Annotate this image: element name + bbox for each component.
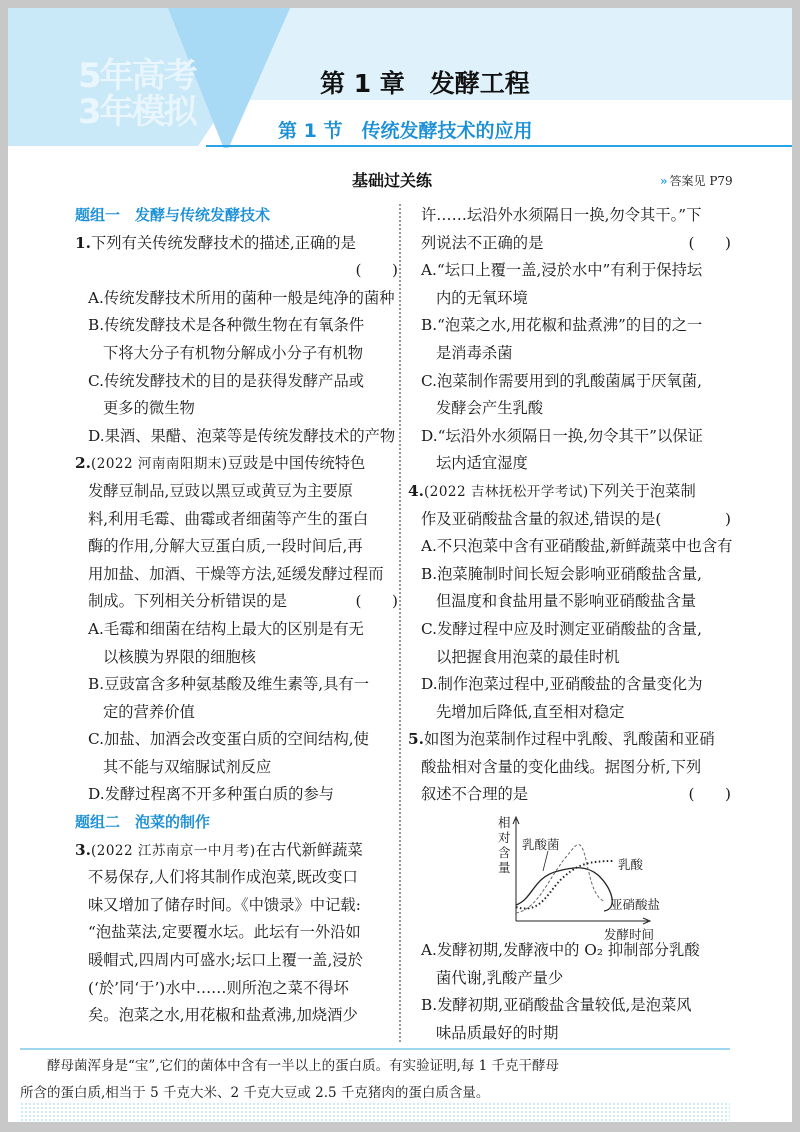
answer-option: [408, 671, 733, 699]
answer-option: [408, 588, 733, 616]
label-nitrite: 亚硝酸盐: [610, 897, 661, 913]
label-bacteria: 乳酸菌: [522, 837, 560, 853]
answer-reference-text: 答案见 P79: [669, 174, 733, 188]
section-underline: [206, 145, 792, 147]
line-text: D.制作泡菜过程中,亚硝酸盐的含量变化为: [421, 675, 703, 694]
chapter-title: 第 1 章 发酵工程: [320, 69, 530, 98]
line-text: B.泡菜腌制时间长短会影响亚硝酸盐含量,: [421, 564, 703, 583]
line-text: 酸盐相对含量的变化曲线。据图分析,下列: [421, 757, 702, 776]
text-line: [75, 1002, 400, 1030]
line-text: 在古代新鲜蔬菜: [255, 840, 363, 859]
line-text: (‘於’同‘于’)水中……则所泡之菜不得坏: [88, 978, 349, 997]
practice-title: 基础过关练: [352, 168, 432, 191]
question-source: (2022 吉林抚松开学考试): [423, 483, 589, 500]
question-number: 2.: [75, 454, 91, 473]
text-line: [408, 754, 733, 782]
line-text: 味品质最好的时期: [436, 1023, 559, 1042]
answer-option: [75, 644, 400, 672]
answer-option: [75, 423, 400, 451]
text-line: [75, 533, 400, 561]
line-text: A.“坛口上覆一盖,浸於水中”有利于保持坛: [421, 261, 703, 280]
answer-option: [408, 285, 733, 313]
answer-option: [75, 781, 400, 809]
group-heading: [75, 202, 400, 230]
text-line: [75, 892, 400, 920]
text-line: [408, 202, 733, 230]
answer-option: [408, 561, 733, 589]
answer-blank: ( ): [688, 785, 731, 804]
question-stem: [408, 726, 733, 754]
line-text: 暖帽式,四周内可盛水;坛口上覆一盖,浸於: [88, 951, 363, 970]
answer-option: [408, 395, 733, 423]
logo-line1: 5年高考: [78, 56, 196, 96]
answer-option: [408, 450, 733, 478]
bacteria-curve: [516, 868, 612, 911]
line-text: 豆豉是中国传统特色: [227, 454, 366, 473]
answer-blank: ( ): [688, 233, 731, 252]
answer-option: [408, 992, 733, 1020]
line-text: D.果酒、果醋、泡菜等是传统发酵技术的产物: [88, 426, 396, 445]
chevron-right-icon: »: [660, 174, 668, 188]
answer-option: [408, 937, 733, 965]
line-text: 是消毒杀菌: [436, 343, 513, 362]
answer-option: [408, 257, 733, 285]
line-text: 以把握食用泡菜的最佳时机: [436, 647, 620, 666]
line-text: A.毛霉和细菌在结构上最大的区别是有无: [88, 619, 364, 638]
line-text: 下将大分子有机物分解成小分子有机物: [103, 343, 364, 362]
question-number: 3.: [75, 840, 91, 859]
answer-option: [75, 395, 400, 423]
answer-option: [75, 726, 400, 754]
line-text: 菌代谢,乳酸产量少: [436, 968, 564, 987]
text-line: [75, 588, 400, 616]
line-text: C.发酵过程中应及时测定亚硝酸盐的含量,: [421, 619, 702, 638]
line-text: B.豆豉富含多种氨基酸及维生素等,具有一: [88, 675, 370, 694]
footer-line1: 酵母菌浑身是“宝”,它们的菌体中含有一半以上的蛋白质。有实验证明,每 1 千克干酵母: [20, 1058, 560, 1074]
question-number: 1.: [75, 233, 91, 252]
line-text: 作及亚硝酸盐含量的叙述,错误的是(: [421, 509, 662, 528]
line-text: 坛内适宜湿度: [436, 454, 528, 473]
question-stem: [75, 230, 400, 258]
line-text: 用加盐、加酒、干燥等方法,延缓发酵过程而: [88, 564, 384, 583]
line-text: 叙述不合理的是: [421, 785, 529, 804]
y-axis-label: [498, 815, 511, 875]
line-text: D.发酵过程离不开多种蛋白质的参与: [88, 785, 335, 804]
line-text: 更多的微生物: [103, 399, 195, 418]
text-line: [75, 561, 400, 589]
line-text: “泡盐菜法,定要覆水坛。此坛有一外沿如: [88, 923, 361, 942]
line-text: 酶的作用,分解大豆蛋白质,一段时间后,再: [88, 537, 363, 556]
line-text: 先增加后降低,直至相对稳定: [436, 702, 625, 721]
answer-option: [75, 368, 400, 396]
right-column: [408, 202, 733, 1047]
question-number: 5.: [408, 730, 424, 749]
logo-line2: 3年模拟: [78, 92, 196, 132]
y-axis-label-char: 量: [498, 860, 511, 876]
line-text: 下列关于泡菜制: [588, 481, 696, 500]
question-source: (2022 江苏南京一中月考): [90, 842, 256, 859]
question-source: (2022 河南南阳期末): [90, 456, 228, 473]
figure-chart: [408, 809, 733, 943]
answer-option: [408, 423, 733, 451]
footer-note: [20, 1053, 730, 1107]
answer-option: [75, 312, 400, 340]
text-line: [75, 257, 400, 285]
section-title: 第 1 节 传统发酵技术的应用: [278, 120, 533, 142]
text-line: [75, 506, 400, 534]
answer-option: [408, 533, 733, 561]
answer-option: [408, 1020, 733, 1048]
line-text: 如图为泡菜制作过程中乳酸、乳酸菌和亚硝: [423, 730, 715, 749]
column-divider: [399, 204, 401, 1042]
line-text: 以核膜为界限的细胞核: [103, 647, 256, 666]
line-text: 矣。泡菜之水,用花椒和盐煮沸,加烧酒少: [88, 1006, 358, 1025]
text-line: [408, 506, 733, 534]
footer-divider: [20, 1048, 730, 1050]
line-text: 制成。下列相关分析错误的是: [88, 592, 287, 611]
line-text: 题组一 发酵与传统发酵技术: [75, 206, 271, 224]
text-line: [75, 975, 400, 1003]
answer-option: [408, 368, 733, 396]
answer-option: [75, 616, 400, 644]
line-text: A.发酵初期,发酵液中的 O₂ 抑制部分乳酸: [421, 941, 700, 960]
line-text: 内的无氧环境: [436, 288, 528, 307]
answer-option: [75, 340, 400, 368]
line-text: A.不只泡菜中含有亚硝酸盐,新鲜蔬菜中也含有: [421, 537, 733, 556]
line-text: C.传统发酵技术的目的是获得发酵产品或: [88, 371, 365, 390]
text-line: [75, 864, 400, 892]
question-number: 4.: [408, 481, 424, 500]
answer-option: [75, 285, 400, 313]
line-text: 题组二 泡菜的制作: [75, 813, 211, 832]
line-text: B.发酵初期,亚硝酸盐含量较低,是泡菜风: [421, 996, 692, 1015]
text-line: [75, 919, 400, 947]
text-line: [75, 478, 400, 506]
x-axis-label: 发酵时间: [604, 927, 655, 943]
line-text: C.加盐、加酒会改变蛋白质的空间结构,使: [88, 730, 369, 749]
chart-svg: [408, 809, 733, 937]
text-line: [75, 947, 400, 975]
answer-blank: ( ): [355, 592, 398, 611]
y-axis-label-char: 相: [498, 815, 511, 831]
answer-option: [408, 644, 733, 672]
answer-option: [408, 340, 733, 368]
line-text: 发酵会产生乳酸: [436, 399, 544, 418]
line-text: 不易保存,人们将其制作成泡菜,既改变口: [88, 868, 358, 887]
answer-option: [75, 671, 400, 699]
answer-option: [408, 312, 733, 340]
line-text: 其不能与双缩脲试剂反应: [103, 757, 272, 776]
line-text: 下列有关传统发酵技术的描述,正确的是: [90, 233, 356, 252]
text-line: [408, 230, 733, 258]
line-text: 列说法不正确的是: [421, 233, 544, 252]
line-text: 味又增加了储存时间。《中馈录》中记载:: [88, 895, 361, 914]
dotted-band: [20, 1102, 730, 1122]
y-axis-label-char: 对: [498, 830, 511, 846]
line-text: C.泡菜制作需要用到的乳酸菌属于厌氧菌,: [421, 371, 702, 390]
group-heading: [75, 809, 400, 837]
answer-option: [408, 616, 733, 644]
footer-line2: 所含的蛋白质,相当于 5 千克大米、2 千克大豆或 2.5 千克猪肉的蛋白质含量。: [20, 1085, 490, 1101]
question-stem: [408, 478, 733, 506]
line-text: B.“泡菜之水,用花椒和盐煮沸”的目的之一: [421, 316, 703, 335]
line-text: 料,利用毛霉、曲霉或者细菌等产生的蛋白: [88, 509, 369, 528]
line-text: 定的营养价值: [103, 702, 195, 721]
line-text: 但温度和食盐用量不影响亚硝酸盐含量: [436, 592, 697, 611]
question-stem: [75, 837, 400, 865]
line-text: D.“坛沿外水须隔日一换,勿令其干”以保证: [421, 426, 703, 445]
answer-option: [408, 965, 733, 993]
answer-option: [75, 699, 400, 727]
line-text: B.传统发酵技术是各种微生物在有氧条件: [88, 316, 365, 335]
answer-blank: ): [725, 509, 731, 528]
question-stem: [75, 450, 400, 478]
answer-option: [408, 699, 733, 727]
label-lactic-acid: 乳酸: [618, 857, 644, 873]
y-axis-label-char: 含: [498, 845, 511, 861]
answer-blank: ( ): [355, 261, 398, 280]
answer-reference: [660, 172, 733, 189]
line-text: 发酵豆制品,豆豉以黑豆或黄豆为主要原: [88, 481, 353, 500]
textbook-page: [8, 8, 792, 1122]
text-line: [408, 781, 733, 809]
answer-option: [75, 754, 400, 782]
line-text: A.传统发酵技术所用的菌种一般是纯净的菌种: [88, 288, 395, 307]
logo: [78, 58, 196, 130]
lactic-acid-curve: [516, 861, 613, 908]
line-text: 许……坛沿外水须隔日一换,勿令其干。”下: [421, 206, 702, 224]
left-column: [75, 202, 400, 1030]
